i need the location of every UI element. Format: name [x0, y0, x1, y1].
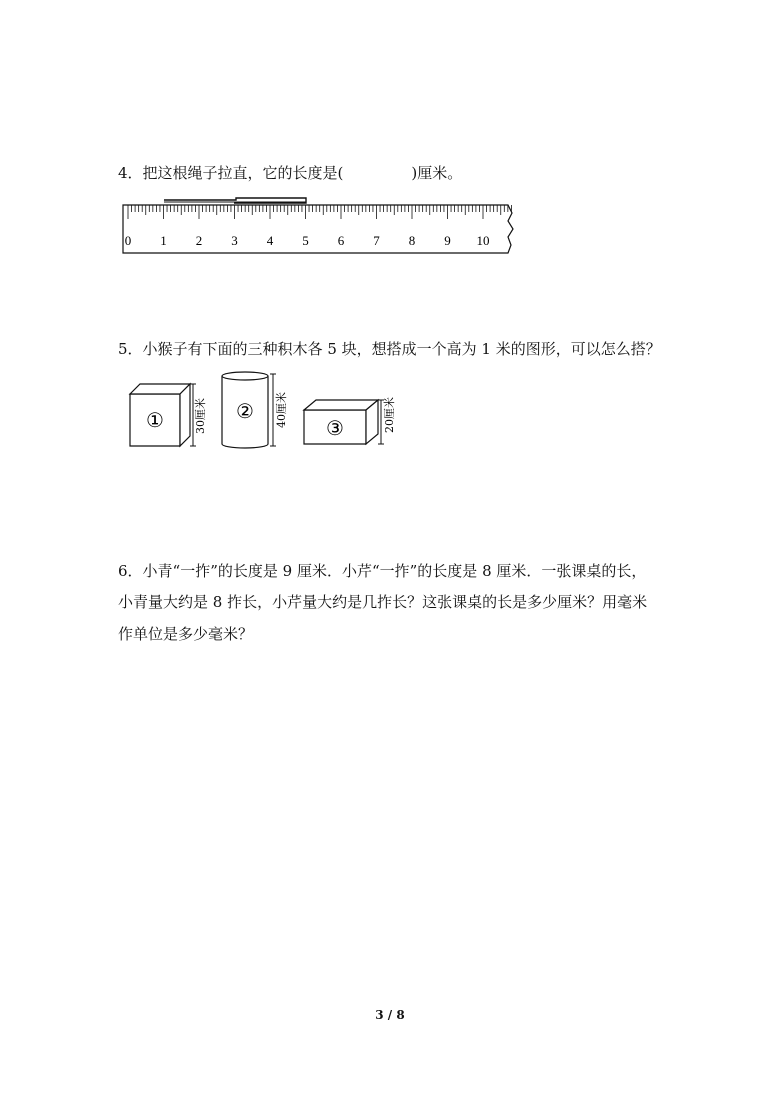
question-6-line-1 [118, 560, 646, 581]
ruler-label: 4 [266, 233, 274, 248]
question-text: 小猴子有下面的三种积木各 5 块，想搭成一个高为 1 米的图形，可以怎么搭？ [142, 340, 661, 358]
blocks-figure [118, 370, 418, 455]
question-text: 小青“一拃”的长度是 9 厘米．小芹“一拃”的长度是 8 厘米．一张课桌的长， [142, 562, 647, 580]
block-1-cube [130, 384, 207, 446]
block-2-cylinder [222, 372, 288, 448]
question-number: 6． [118, 562, 143, 580]
ruler-label: 7 [373, 233, 380, 248]
ruler-label: 8 [408, 233, 416, 248]
ruler-figure [118, 195, 528, 257]
ruler-label: 6 [337, 233, 345, 248]
block-1-height: 30厘米 [194, 398, 207, 434]
question-5-text [118, 338, 661, 359]
question-text-end: )厘米。 [411, 164, 463, 182]
block-3-cuboid [304, 397, 396, 444]
question-number: 4． [118, 164, 143, 182]
question-number: 5． [118, 340, 143, 358]
block-3-label: ③ [326, 416, 344, 440]
ruler-label: 2 [195, 233, 203, 248]
ruler-label: 5 [302, 233, 309, 248]
question-text: 把这根绳子拉直，它的长度是( [142, 164, 344, 182]
question-6-line-2: 小青量大约是 8 拃长，小芹量大约是几拃长？这张课桌的长是多少厘米？用毫米 [118, 593, 648, 611]
block-2-height: 40厘米 [275, 392, 288, 428]
ruler-label: 0 [124, 233, 132, 248]
block-3-height: 20厘米 [383, 397, 396, 433]
block-1-label: ① [146, 408, 164, 432]
ruler-label: 1 [160, 233, 167, 248]
page-number: 3 / 8 [375, 1008, 405, 1022]
question-4-text [118, 162, 462, 183]
ruler-label: 3 [231, 233, 238, 248]
ruler-label: 9 [444, 233, 451, 248]
block-2-label: ② [236, 399, 254, 423]
question-6-line-3: 作单位是多少毫米？ [118, 625, 254, 643]
ruler-label: 10 [476, 233, 490, 248]
